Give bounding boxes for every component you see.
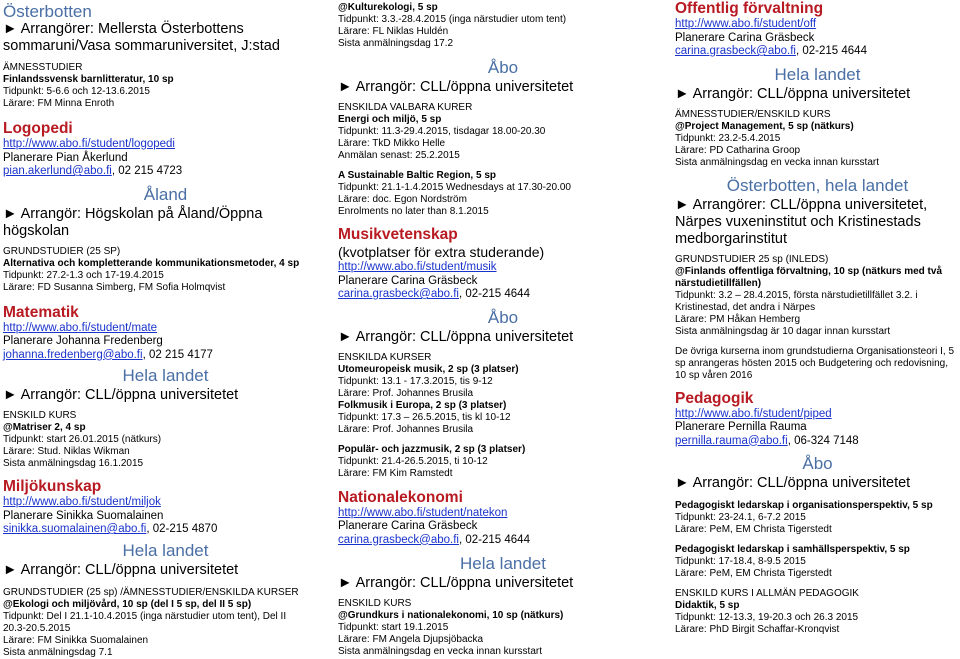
course-time: Tidpunkt: 11.3-29.4.2015, tisdagar 18.00-20.30 [338,126,546,137]
course-title: Populär- och jazzmusik, 2 sp (3 platser) [338,443,526,455]
miljo-email-link[interactable]: sinikka.suomalainen@abo.fi [3,523,147,535]
info-note: De övriga kurserna inom grundstudierna Organisationsteori I, 5 sp anrangeras hösten 2015 och Budgetering och redovisning, 10 sp våren 2016 [675,345,955,381]
subject-heading-miljokunskap: Miljökunskap [3,478,102,495]
organizer-line: ► Arrangör: CLL/öppna universitetet [338,79,574,95]
course-title: @Ekologi och miljövård, 10 sp (del I 5 sp, del II 5 sp) [3,598,252,610]
region-heading-hela-landet: Hela landet [459,554,546,573]
region-heading-osterbotten-hela-landet: Österbotten, hela landet [726,175,909,195]
planner-line: Planerare Carina Gräsbeck [338,520,478,532]
planner-line: Planerare Pernilla Rauma [675,421,807,433]
course-teacher: Lärare: PM Håkan Hemberg [675,313,801,325]
course-time: Tidpunkt: 17.3 – 26.5.2015, tis kl 10-12 [338,411,511,423]
natek-link[interactable]: http://www.abo.fi/student/natekon [338,506,508,519]
planner-line: Planerare Sinikka Suomalainen [3,509,164,522]
course-signup: Sista anmälningsdag 16.1.2015 [3,458,144,469]
course-time: Tidpunkt: Del I 21.1-10.4.2015 (inga närstudier utom tent), Del II [3,610,287,622]
course-title: @Kulturekologi, 5 sp [338,2,438,13]
subject-heading-offentlig-forvaltning: Offentlig förvaltning [675,0,824,17]
organizer-line: ► Arrangör: CLL/öppna universitetet [3,561,239,578]
course-time: Tidpunkt: 12-13.3, 19-20.3 och 26.3 2015 [675,612,859,623]
course-time: Kristinestad, det andra i Närpes [675,301,816,313]
phone-number: , 02-215 4644 [459,288,530,300]
course-time: Tidpunkt: 23.2-5.4.2015 [675,132,781,144]
course-teacher: Lärare: FD Susanna Simberg, FM Sofia Holmqvist [3,281,226,293]
region-heading-abo: Åbo [487,307,519,327]
course-time: Tidpunkt: 5-6.6 och 12-13.6.2015 [3,86,150,97]
column-2 [338,0,668,658]
course-teacher: Lärare: PeM, EM Christa Tigerstedt [675,568,832,579]
region-heading-abo: Åbo [487,58,519,77]
course-teacher: Lärare: FM Minna Enroth [3,98,115,109]
course-teacher: Lärare: FL Niklas Huldén [338,26,449,37]
course-time: Tidpunkt: 3.3.-28.4.2015 (inga närstudier utom tent) [338,14,567,25]
phone-number: , 02-215 4644 [796,45,867,57]
course-teacher: Lärare: doc. Egon Nordström [338,194,467,205]
course-enrolment: Enrolments no later than 8.1.2015 [338,206,489,217]
region-heading-hela-landet: Hela landet [122,540,209,560]
organizer-line: ► Arrangör: Högskolan på Åland/Öppna högskolan [3,205,263,239]
course-signup: Sista anmälningsdag 7.1 [3,646,113,658]
organizer-line: ► Arrangörer: Mellersta Österbottens sommaruni/Vasa sommaruniversitet, J:stad [3,21,280,54]
region-heading-aland: Åland [143,184,188,204]
section-label: ÄMNESSTUDIER/ENSKILD KURS [675,108,831,120]
course-title: @Matriser 2, 4 sp [3,422,86,433]
course-title: Pedagogiskt ledarskap i samhällsperspektiv, 5 sp [675,544,910,555]
course-title-continued: närstudietillfällen) [675,277,762,289]
column-3 [675,0,960,636]
course-signup: Sista anmälningsdag en vecka innan kursstart [675,156,880,168]
course-teacher: Lärare: Stud. Niklas Wikman [3,446,130,457]
organizer-line: ► Arrangörer: CLL/öppna universitetet, [675,196,928,213]
course-time: Tidpunkt: start 19.1.2015 [338,622,449,633]
section-label: ENSKILDA KURSER [338,351,432,363]
musik-link[interactable]: http://www.abo.fi/student/musik [338,261,497,273]
phone-number: , 02 215 4723 [111,165,183,177]
section-label: ENSKILD KURS [338,598,412,609]
course-teacher: Lärare: FM Sinikka Suomalainen [3,634,149,646]
section-label: GRUNDSTUDIER (25 SP) [3,245,121,257]
course-teacher: Lärare: PD Catharina Groop [675,144,801,156]
course-time: Tidpunkt: start 26.01.2015 (nätkurs) [3,434,162,445]
organizer-line: ► Arrangör: CLL/öppna universitetet [338,328,574,345]
course-time: Tidpunkt: 21.1-1.4.2015 Wednesdays at 17.30-20.00 [338,182,571,193]
course-title: A Sustainable Baltic Region, 5 sp [338,170,496,181]
course-title: Folkmusik i Europa, 2 sp (3 platser) [338,399,507,411]
matematik-link[interactable]: http://www.abo.fi/student/mate [3,321,158,334]
course-teacher: Lärare: Prof. Johannes Brusila [338,387,474,399]
course-signup: Anmälan senast: 25.2.2015 [338,150,460,161]
course-title: Didaktik, 5 sp [675,600,740,611]
subject-heading-logopedi: Logopedi [3,120,73,137]
section-label: ÄMNESSTUDIER [3,62,83,73]
course-teacher: Lärare: TkD Mikko Helle [338,138,446,149]
course-title: Utomeuropeisk musik, 2 sp (3 platser) [338,363,519,375]
subject-heading-matematik: Matematik [3,303,79,321]
planner-line: Planerare Carina Gräsbeck [675,31,815,44]
course-time: Tidpunkt: 27.2-1.3 och 17-19.4.2015 [3,269,164,281]
region-heading-abo: Åbo [802,454,833,473]
planner-line: Planerare Johanna Fredenberg [3,335,163,347]
section-label: ENSKILD KURS I ALLMÄN PEDAGOGIK [675,588,859,599]
subject-heading-musikvetenskap: Musikvetenskap [338,226,458,243]
course-time: Tidpunkt: 23-24.1, 6-7.2 2015 [675,512,806,523]
column-1 [3,0,328,659]
course-teacher: Lärare: PhD Birgit Schaffar-Kronqvist [675,624,840,635]
phone-number: , 06-324 7148 [787,434,859,447]
course-teacher: Lärare: FM Kim Ramstedt [338,467,453,479]
section-label: ENSKILD KURS [3,410,77,421]
natek-email-link[interactable]: carina.grasbeck@abo.fi [338,533,459,546]
organizer-line: ► Arrangör: CLL/öppna universitetet [675,475,911,491]
phone-number: , 02 215 4177 [142,348,213,361]
course-title: @Grundkurs i nationalekonomi, 10 sp (nätkurs) [338,610,564,621]
miljo-link[interactable]: http://www.abo.fi/student/miljok [3,496,161,508]
off-link[interactable]: http://www.abo.fi/student/off [675,18,817,30]
course-title: @Project Management, 5 sp (nätkurs) [675,120,854,132]
phone-number: , 02-215 4644 [459,533,530,546]
course-signup: Sista anmälningsdag en vecka innan kursstart [338,646,543,657]
course-time: Tidpunkt: 3.2 – 28.4.2015, första närstudietillfället 3.2. i [675,289,918,301]
organizer-line: ► Arrangör: CLL/öppna universitetet [675,85,911,102]
planner-line: Planerare Pian Åkerlund [3,151,128,164]
course-title: Energi och miljö, 5 sp [338,114,442,125]
course-time: Tidpunkt: 17-18.4, 8-9.5 2015 [675,556,806,567]
phone-number: , 02-215 4870 [146,523,218,535]
organizer-line: ► Arrangör: CLL/öppna universitetet [3,387,239,403]
course-title: Alternativa och kompletterande kommunikationsmetoder, 4 sp [3,257,300,269]
course-teacher: Lärare: Prof. Johannes Brusila [338,423,474,435]
course-time: Tidpunkt: 21.4-26.5.2015, ti 10-12 [338,455,488,467]
musik-email-link[interactable]: carina.grasbeck@abo.fi [338,288,459,300]
course-time: Tidpunkt: 13.1 - 17.3.2015, tis 9-12 [338,375,493,387]
course-title: @Finlands offentliga förvaltning, 10 sp (nätkurs med två [675,265,943,277]
region-heading-hela-landet: Hela landet [122,366,209,385]
subject-heading-pedagogik: Pedagogik [675,389,754,407]
ped-email-link[interactable]: pernilla.rauma@abo.fi [675,434,788,447]
subject-subtitle: (kvotplatser för extra studerande) [338,244,545,260]
section-label: GRUNDSTUDIER (25 sp) /ÄMNESSTUDIER/ENSKILDA KURSER [3,586,299,598]
section-label: GRUNDSTUDIER 25 sp (INLEDS) [675,253,829,265]
off-email-link[interactable]: carina.grasbeck@abo.fi [675,45,796,57]
course-title: Pedagogiskt ledarskap i organisationsperspektiv, 5 sp [675,500,933,511]
region-heading-osterbotten: Österbotten [3,2,92,21]
logopedi-email-link[interactable]: pian.akerlund@abo.fi [3,165,112,177]
logopedi-link[interactable]: http://www.abo.fi/student/logopedi [3,138,175,150]
matematik-email-link[interactable]: johanna.fredenberg@abo.fi [3,348,143,361]
organizer-line: ► Arrangör: CLL/öppna universitetet [338,575,574,591]
region-heading-hela-landet: Hela landet [774,64,861,84]
course-teacher: Lärare: PeM, EM Christa Tigerstedt [675,524,832,535]
organizer-line-continued: Närpes vuxeninstitut och Kristinestads medborgarinstitut [675,213,921,247]
course-signup: Sista anmälningsdag är 10 dagar innan kursstart [675,325,891,337]
ped-link[interactable]: http://www.abo.fi/student/piped [675,407,832,420]
planner-line: Planerare Carina Gräsbeck [338,274,478,287]
course-title: Finlandssvensk barnlitteratur, 10 sp [3,74,174,85]
section-label: ENSKILDA VALBARA KURER [338,102,473,113]
course-signup: Sista anmälningsdag 17.2 [338,38,454,49]
course-time: 20.3-20.5.2015 [3,622,71,634]
course-teacher: Lärare: FM Angela Djupsjöbacka [338,634,484,645]
subject-heading-nationalekonomi: Nationalekonomi [338,488,463,506]
